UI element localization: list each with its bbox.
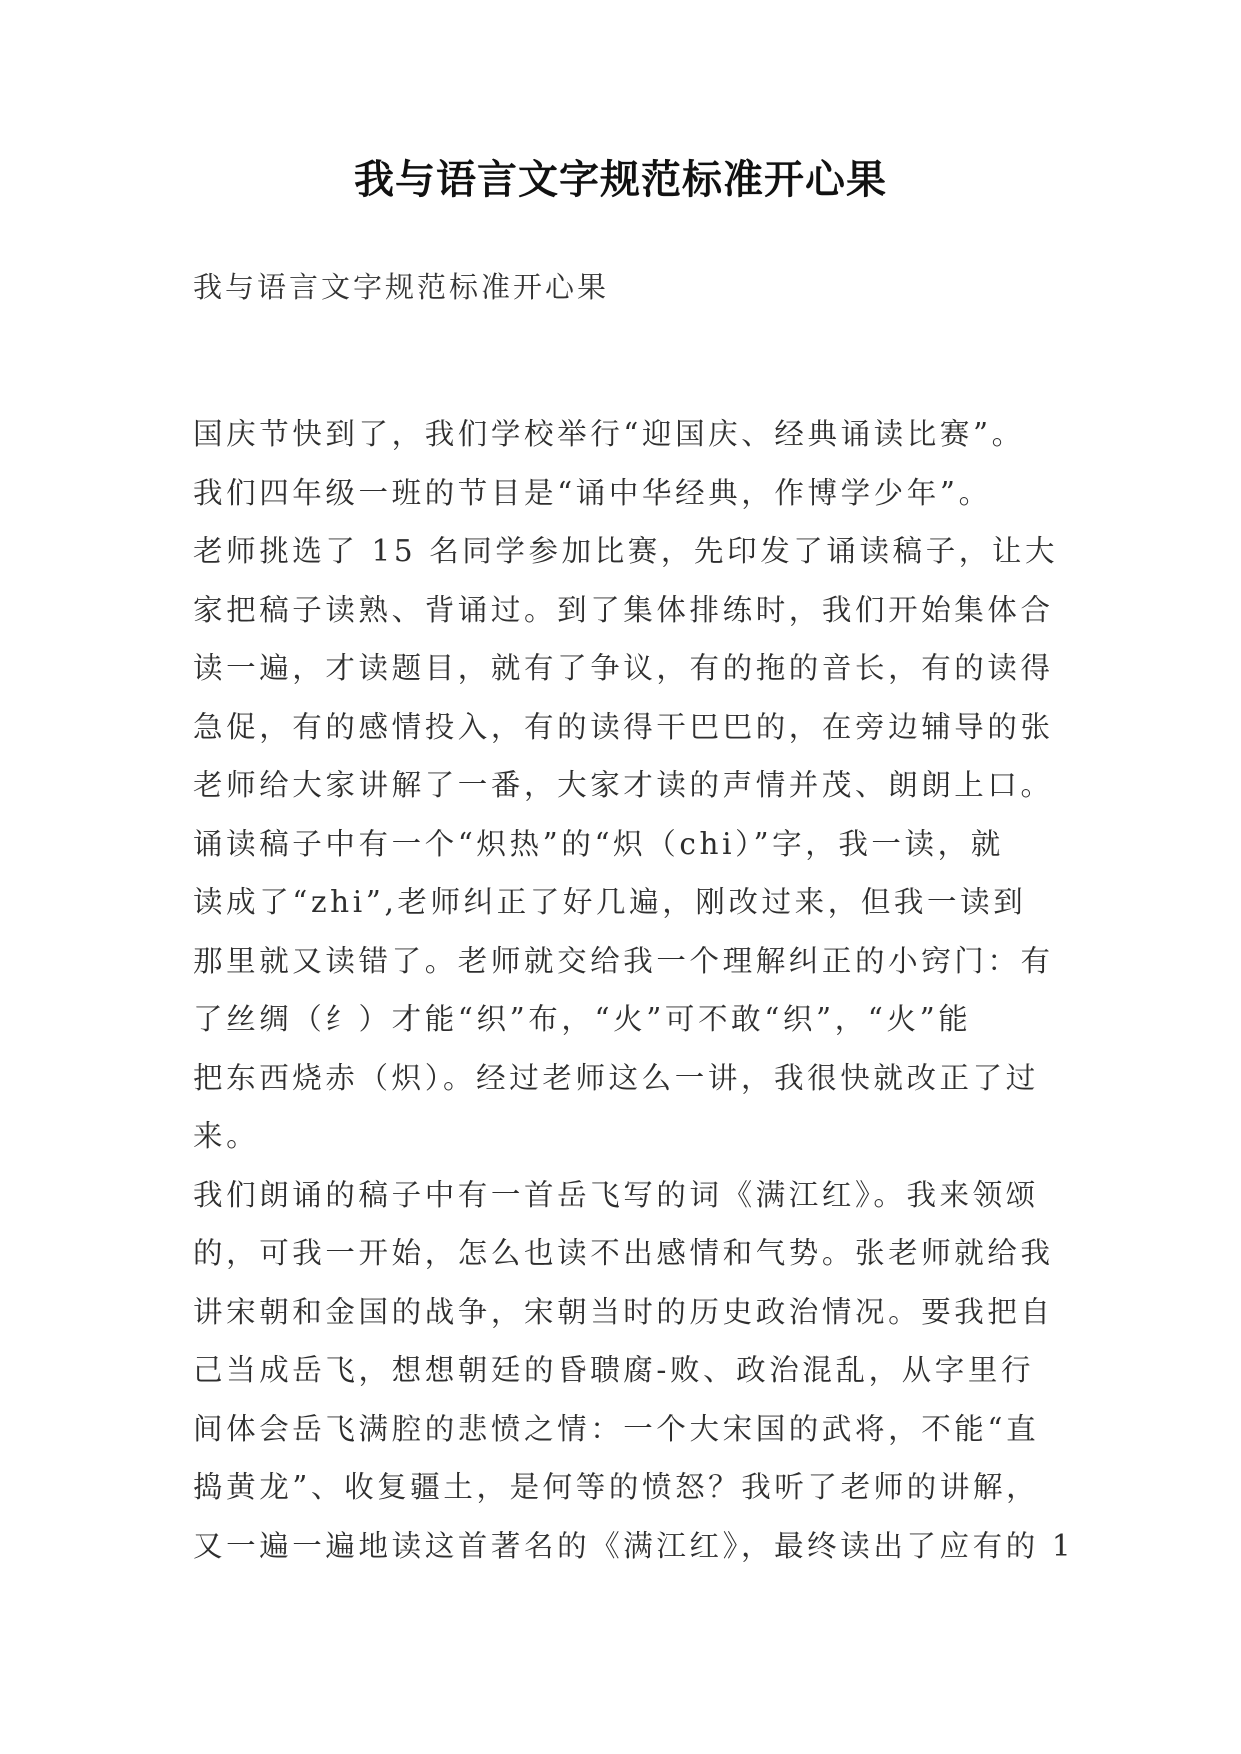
text-line: 老师挑选了 15 名同学参加比赛，先印发了诵读稿子，让大 (193, 534, 1059, 568)
text-line: 那里就又读错了。老师就交给我一个理解纠正的小窍门：有 (193, 943, 1054, 978)
document-subtitle: 我与语言文字规范标准开心果 (193, 270, 610, 304)
text-line: 己当成岳飞，想想朝廷的昏聩腐-败、政治混乱，从字里行 (193, 1353, 1035, 1387)
text-line: 读成了“zhi”,老师纠正了好几遍，刚改过来，但我一读到 (193, 885, 1027, 919)
document-title: 我与语言文字规范标准开心果 (354, 157, 887, 203)
text-line: 的，可我一开始，怎么也读不出感情和气势。张老师就给我 (193, 1236, 1054, 1270)
text-line: 家把稿子读熟、背诵过。到了集体排练时，我们开始集体合 (193, 592, 1054, 627)
text-line: 了丝绸（纟）才能“织”布，“火”可不敢“织”，“火”能 (193, 1002, 972, 1036)
text-line: 急促，有的感情投入，有的读得干巴巴的，在旁边辅导的张 (193, 709, 1054, 744)
text-line: 来。 (193, 1119, 260, 1153)
text-line: 老师给大家讲解了一番，大家才读的声情并茂、朗朗上口。 (193, 768, 1054, 802)
text-line: 读一遍，才读题目，就有了争议，有的拖的音长，有的读得 (193, 651, 1054, 685)
text-line: 间体会岳飞满腔的悲愤之情：一个大宋国的武将，不能“直 (193, 1411, 1040, 1446)
text-line: 我们朗诵的稿子中有一首岳飞写的词《满江红》。我来领颂 (193, 1177, 1039, 1212)
body-text (193, 405, 1073, 1575)
text-line: 把东西烧赤（炽）。经过老师这么一讲，我很快就改正了过 (193, 1060, 1039, 1095)
text-line: 捣黄龙”、收复疆土，是何等的愤怒？我听了老师的讲解， (193, 1470, 1040, 1504)
text-line: 国庆节快到了，我们学校举行“迎国庆、经典诵读比赛”。 (193, 417, 1025, 451)
text-line: 诵读稿子中有一个“炽热”的“炽（chi）”字，我一读，就 (193, 826, 1004, 861)
text-line: 又一遍一遍地读这首著名的《满江红》，最终读出了应有的 1 (193, 1528, 1075, 1563)
text-line: 我们四年级一班的节目是“诵中华经典，作博学少年”。 (193, 475, 992, 510)
text-line: 讲宋朝和金国的战争，宋朝当时的历史政治情况。要我把自 (193, 1294, 1054, 1329)
